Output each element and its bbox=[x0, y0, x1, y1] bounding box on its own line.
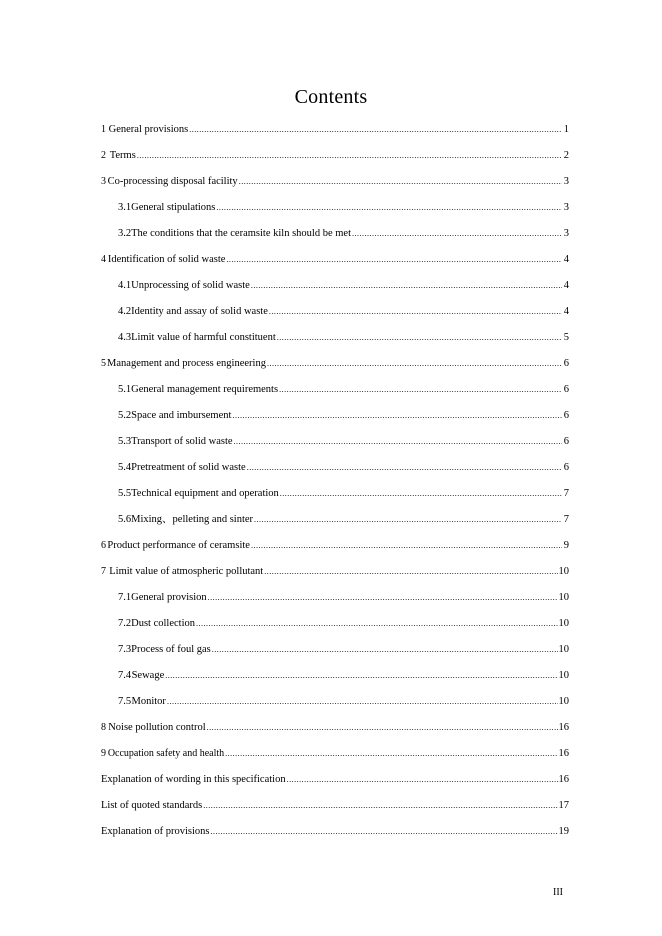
toc-label: Explanation of provisions bbox=[101, 826, 210, 837]
toc-label: Occupation safety and health bbox=[107, 748, 225, 759]
toc-page: 6 bbox=[563, 462, 569, 473]
toc-page: 3 bbox=[563, 202, 569, 213]
toc-label: General management requirements bbox=[131, 384, 279, 395]
toc-leader bbox=[207, 718, 558, 738]
toc-number: 8 bbox=[101, 722, 106, 733]
toc-entry-4-3[interactable] bbox=[118, 328, 569, 348]
toc-number: 7.1 bbox=[118, 592, 132, 603]
toc-page: 16 bbox=[558, 774, 569, 785]
toc-number: 5.6 bbox=[118, 514, 132, 525]
toc-label: Monitor bbox=[131, 696, 166, 707]
toc-entry-1[interactable] bbox=[101, 120, 569, 140]
toc-entry-explanation-of-provisions[interactable] bbox=[101, 822, 569, 842]
toc-label: Mixing、pelleting and sinter bbox=[131, 514, 254, 525]
toc-number: 4.2 bbox=[118, 306, 132, 317]
toc-leader bbox=[352, 224, 562, 244]
toc-entry-9[interactable] bbox=[101, 744, 569, 764]
toc-leader bbox=[189, 120, 562, 140]
toc-entry-5-6[interactable] bbox=[118, 510, 569, 530]
toc-page: 10 bbox=[558, 618, 569, 629]
toc-leader bbox=[247, 458, 562, 478]
toc-leader bbox=[234, 432, 562, 452]
toc-label: Space and imbursement bbox=[131, 410, 232, 421]
toc-leader bbox=[254, 510, 562, 530]
toc-page: 10 bbox=[558, 592, 569, 603]
toc-label: Limit value of atmospheric pollutant bbox=[109, 566, 264, 577]
toc-number: 4.3 bbox=[118, 332, 132, 343]
toc-entry-7-1[interactable] bbox=[118, 588, 569, 608]
toc-page: 5 bbox=[563, 332, 569, 343]
toc-leader bbox=[226, 250, 562, 270]
toc-page: 2 bbox=[563, 150, 569, 161]
toc-entry-7-3[interactable] bbox=[118, 640, 569, 660]
toc-label: Explanation of wording in this specification bbox=[101, 774, 286, 785]
toc-entry-5-5[interactable] bbox=[118, 484, 569, 504]
toc-page: 7 bbox=[563, 514, 569, 525]
toc-number: 1 bbox=[101, 124, 106, 135]
toc-page: 6 bbox=[563, 410, 569, 421]
toc-page: 10 bbox=[558, 644, 569, 655]
toc-page: 19 bbox=[558, 826, 569, 837]
toc-page: 16 bbox=[558, 748, 569, 759]
toc-leader bbox=[167, 692, 558, 712]
toc-number: 6 bbox=[101, 540, 106, 551]
toc-page: 1 bbox=[563, 124, 569, 135]
toc-leader bbox=[251, 536, 562, 556]
toc-entry-7-5[interactable] bbox=[118, 692, 569, 712]
toc-leader bbox=[212, 640, 558, 660]
toc-leader bbox=[269, 302, 562, 322]
toc-number: 5.1 bbox=[118, 384, 132, 395]
toc-entry-4-2[interactable] bbox=[118, 302, 569, 322]
toc-entry-6[interactable] bbox=[101, 536, 569, 556]
toc-number: 7.3 bbox=[118, 644, 132, 655]
toc-page: 9 bbox=[563, 540, 569, 551]
toc-number: 7 bbox=[101, 566, 106, 577]
toc-number: 9 bbox=[101, 748, 106, 759]
toc-leader bbox=[287, 770, 558, 790]
toc-page: 6 bbox=[563, 436, 569, 447]
toc-label: Process of foul gas bbox=[131, 644, 211, 655]
toc-entry-explanation-of-wording[interactable] bbox=[101, 770, 569, 790]
toc-page: 10 bbox=[558, 696, 569, 707]
toc-entry-4-1[interactable] bbox=[118, 276, 569, 296]
toc-page: 6 bbox=[563, 384, 569, 395]
toc-entry-7-2[interactable] bbox=[118, 614, 569, 634]
toc-label: List of quoted standards bbox=[101, 800, 203, 811]
toc-leader bbox=[264, 562, 557, 582]
toc-label: Identification of solid waste bbox=[107, 254, 226, 265]
toc-entry-5-1[interactable] bbox=[118, 380, 569, 400]
toc-page: 6 bbox=[563, 358, 569, 369]
toc-label: Co-processing disposal facility bbox=[107, 176, 238, 187]
toc-leader bbox=[251, 276, 562, 296]
toc-entry-quoted-standards[interactable] bbox=[101, 796, 569, 816]
toc-label: The conditions that the ceramsite kiln should be met bbox=[131, 228, 351, 239]
toc-page: 3 bbox=[563, 176, 569, 187]
toc-page: 3 bbox=[563, 228, 569, 239]
page-title: Contents bbox=[294, 86, 368, 108]
toc-label: General provision bbox=[131, 592, 207, 603]
toc-label: Product performance of ceramsite bbox=[107, 540, 250, 551]
toc-label: Unprocessing of solid waste bbox=[131, 280, 250, 291]
toc-entry-3-2[interactable] bbox=[118, 224, 569, 244]
toc-leader bbox=[225, 744, 557, 764]
toc-leader bbox=[267, 354, 562, 374]
toc-entry-7-4[interactable] bbox=[118, 666, 569, 686]
toc-leader bbox=[232, 406, 562, 426]
toc-label: Terms bbox=[109, 150, 136, 161]
toc-page: 7 bbox=[563, 488, 569, 499]
toc-entry-3[interactable] bbox=[101, 172, 569, 192]
toc-label: Pretreatment of solid waste bbox=[131, 462, 246, 473]
toc-label: General provisions bbox=[108, 124, 189, 135]
toc-label: Dust collection bbox=[131, 618, 195, 629]
toc-number: 4.1 bbox=[118, 280, 132, 291]
toc-label: Limit value of harmful constituent bbox=[131, 332, 276, 343]
toc-leader bbox=[211, 822, 558, 842]
toc-leader bbox=[277, 328, 562, 348]
toc-label: Technical equipment and operation bbox=[131, 488, 279, 499]
toc-leader bbox=[279, 380, 562, 400]
toc-entry-5[interactable] bbox=[101, 354, 569, 374]
toc-label: Noise pollution control bbox=[108, 722, 206, 733]
toc-leader bbox=[165, 666, 557, 686]
toc-page: 10 bbox=[558, 670, 569, 681]
toc-number: 5.4 bbox=[118, 462, 132, 473]
toc-leader bbox=[203, 796, 557, 816]
toc-entry-5-2[interactable] bbox=[118, 406, 569, 426]
toc-label: Identity and assay of solid waste bbox=[131, 306, 268, 317]
toc-number: 5 bbox=[101, 358, 106, 369]
page-number: III bbox=[553, 887, 563, 898]
toc-page: 16 bbox=[558, 722, 569, 733]
toc-number: 7.2 bbox=[118, 618, 132, 629]
toc-number: 7.4 bbox=[118, 670, 132, 681]
toc-label: General stipulations bbox=[131, 202, 216, 213]
toc-label: Transport of solid waste bbox=[131, 436, 233, 447]
toc-leader bbox=[208, 588, 558, 608]
toc-number: 5.3 bbox=[118, 436, 132, 447]
toc-leader bbox=[137, 146, 562, 166]
toc-entry-8[interactable] bbox=[101, 718, 569, 738]
toc-leader bbox=[280, 484, 562, 504]
toc-number: 3 bbox=[101, 176, 106, 187]
toc-number: 7.5 bbox=[118, 696, 132, 707]
toc-leader bbox=[196, 614, 558, 634]
toc-leader bbox=[239, 172, 562, 192]
toc-page: 4 bbox=[563, 280, 569, 291]
toc-page: 17 bbox=[558, 800, 569, 811]
toc-number: 5.2 bbox=[118, 410, 132, 421]
toc-entry-3-1[interactable] bbox=[118, 198, 569, 218]
toc-number: 4 bbox=[101, 254, 106, 265]
toc-label: Management and process engineering bbox=[107, 358, 266, 369]
toc-page: 4 bbox=[563, 306, 569, 317]
toc-entry-5-4[interactable] bbox=[118, 458, 569, 478]
toc-page: 4 bbox=[563, 254, 569, 265]
toc-label: Sewage bbox=[131, 670, 165, 681]
toc-number: 2 bbox=[101, 150, 106, 161]
toc-entry-4[interactable] bbox=[101, 250, 569, 270]
toc-number: 3.2 bbox=[118, 228, 132, 239]
toc-number: 5.5 bbox=[118, 488, 132, 499]
toc-entry-7[interactable] bbox=[101, 562, 569, 582]
toc-entry-5-3[interactable] bbox=[118, 432, 569, 452]
toc-leader bbox=[216, 198, 562, 218]
toc-page: 10 bbox=[558, 566, 569, 577]
toc-number: 3.1 bbox=[118, 202, 132, 213]
toc-entry-2[interactable] bbox=[101, 146, 569, 166]
